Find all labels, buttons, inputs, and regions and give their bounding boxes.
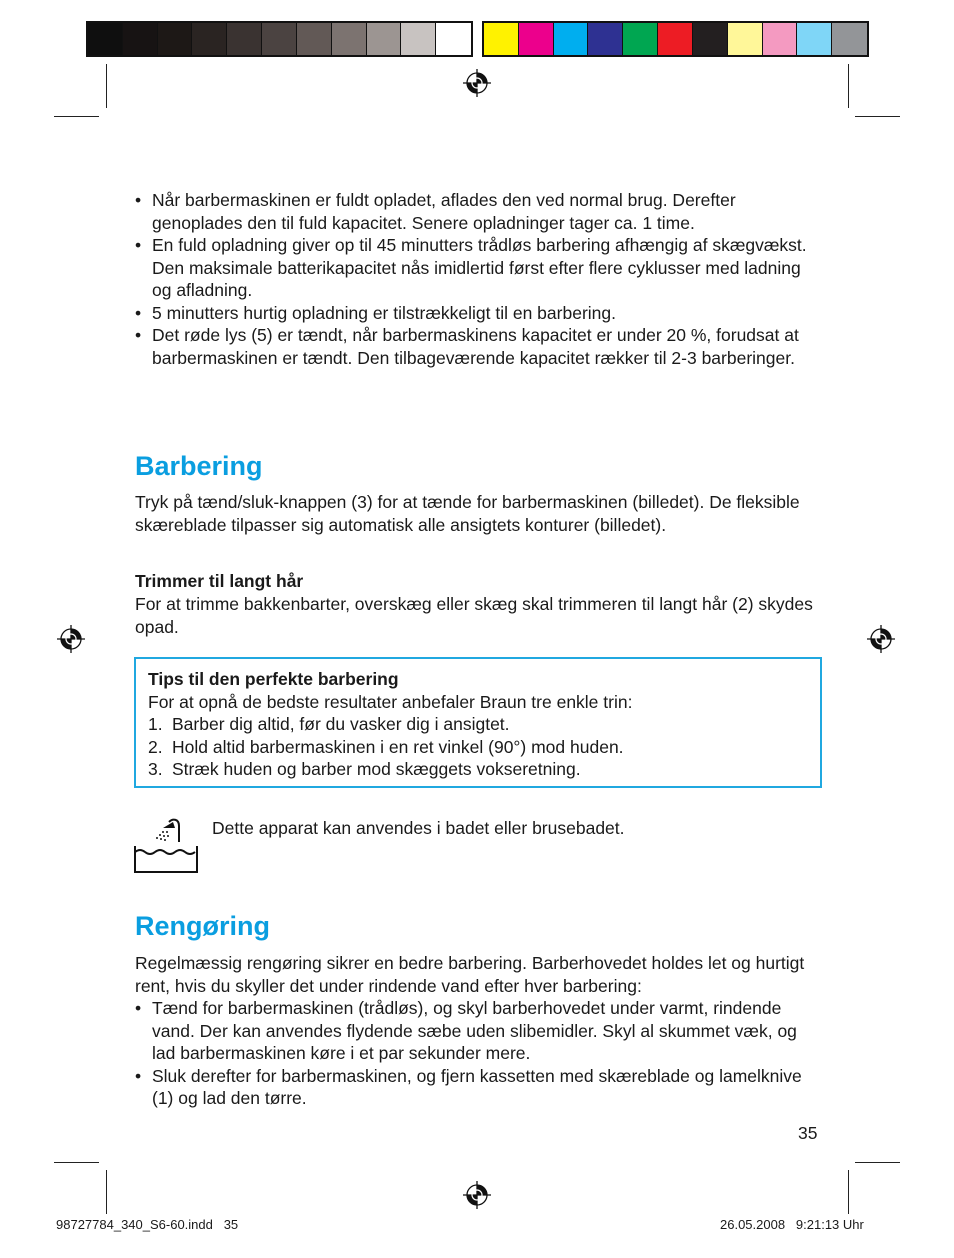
color-swatch [227, 23, 262, 55]
color-swatch [367, 23, 402, 55]
crop-mark [54, 1162, 99, 1163]
color-swatch [658, 23, 693, 55]
list-item: • 5 minutters hurtig opladning er tilstrækkeligt til en barbering. [135, 302, 815, 325]
crop-mark [848, 1170, 849, 1214]
color-swatch [297, 23, 332, 55]
list-item: • Tænd for barbermaskinen (trådløs), og skyl barberhovedet under varmt, rindende vand. Der kan anvendes flydende sæbe uden slibemidler. Skyl al skummet væk, og lad barbermaskinen køre i et par sekunder mere. [135, 997, 815, 1065]
crop-mark [54, 116, 99, 117]
list-item: • Sluk derefter for barbermaskinen, og fjern kassetten med skæreblade og lamelknive (1) og lad den tørre. [135, 1065, 815, 1110]
trimmer-paragraph: For at trimme bakkenbarter, overskæg eller skæg skal trimmeren til langt hår (2) skydes opad. [135, 594, 813, 637]
color-swatch [484, 23, 519, 55]
color-swatch [728, 23, 763, 55]
shower-bath-icon [133, 818, 199, 874]
step-text: Barber dig altid, før du vasker dig i ansigtet. [172, 714, 510, 734]
color-swatch [554, 23, 589, 55]
color-swatch [158, 23, 193, 55]
list-item [148, 758, 808, 781]
tips-box [134, 657, 822, 788]
section-heading-rengoring: Rengøring [135, 911, 270, 941]
rengoring-bullet-list [135, 997, 815, 1110]
gray-color-bar [86, 21, 473, 57]
color-swatch [693, 23, 728, 55]
footer-timestamp: 26.05.2008 9:21:13 Uhr [720, 1217, 864, 1232]
tips-heading: Tips til den perfekte barbering [148, 669, 399, 689]
page-number: 35 [798, 1123, 818, 1143]
crop-mark [106, 64, 107, 108]
step-text: Stræk huden og barber mod skæggets vokseretning. [172, 759, 581, 779]
intro-bullet-list [135, 189, 815, 369]
registration-mark-icon [867, 625, 895, 653]
color-swatch [332, 23, 367, 55]
barbering-paragraph: Tryk på tænd/sluk-knappen (3) for at tænde for barbermaskinen (billedet). De fleksible skæreblade tilpasser sig automatisk alle ansigtets konturer (billedet). [135, 492, 800, 535]
shower-note: Dette apparat kan anvendes i badet eller brusebadet. [212, 818, 625, 838]
trimmer-heading: Trimmer til langt hår [135, 571, 304, 591]
crop-mark [106, 1170, 107, 1214]
color-swatch [192, 23, 227, 55]
footer-file-info: 98727784_340_S6-60.indd 35 [56, 1217, 239, 1232]
step-number: 3. [148, 759, 163, 779]
registration-mark-icon [463, 69, 491, 97]
step-text: Hold altid barbermaskinen i en ret vinkel (90°) mod huden. [172, 736, 624, 757]
color-swatch [401, 23, 436, 55]
list-item [148, 736, 808, 759]
color-swatch [123, 23, 158, 55]
color-swatch [763, 23, 798, 55]
color-swatch [88, 23, 123, 55]
tips-steps-list [148, 713, 808, 781]
color-swatch [262, 23, 297, 55]
rengoring-paragraph: Regelmæssig rengøring sikrer en bedre barbering. Barberhovedet holdes let og hurtigt rent, hvis du skyller det under rindende vand efter hver barbering: [135, 953, 805, 996]
color-swatch [832, 23, 867, 55]
color-swatch [797, 23, 832, 55]
list-item: • En fuld opladning giver op til 45 minutters trådløs barbering afhængig af skægvækst. Den maksimale batterikapacitet nås imidlertid først efter flere cyklusser med ladning og afladning. [135, 234, 815, 302]
step-number: 2. [148, 736, 163, 757]
list-item: • Det røde lys (5) er tændt, når barbermaskinens kapacitet er under 20 %, forudsat at barbermaskinen er tændt. Den tilbageværende kapacitet rækker til 2-3 barberinger. [135, 324, 815, 369]
crop-mark [848, 64, 849, 108]
color-swatch [519, 23, 554, 55]
color-swatch [588, 23, 623, 55]
process-color-bar [482, 21, 869, 57]
color-swatch [623, 23, 658, 55]
list-item: • Når barbermaskinen er fuldt opladet, aflades den ved normal brug. Derefter genoplades den til fuld kapacitet. Senere opladninger tager ca. 1 time. [135, 189, 815, 234]
list-item [148, 713, 808, 736]
registration-mark-icon [463, 1181, 491, 1209]
registration-mark-icon [57, 625, 85, 653]
color-swatch [436, 23, 471, 55]
crop-mark [855, 116, 900, 117]
crop-mark [855, 1162, 900, 1163]
section-heading-barbering: Barbering [135, 451, 263, 481]
step-number: 1. [148, 714, 163, 734]
tips-intro: For at opnå de bedste resultater anbefaler Braun tre enkle trin: [148, 691, 633, 712]
